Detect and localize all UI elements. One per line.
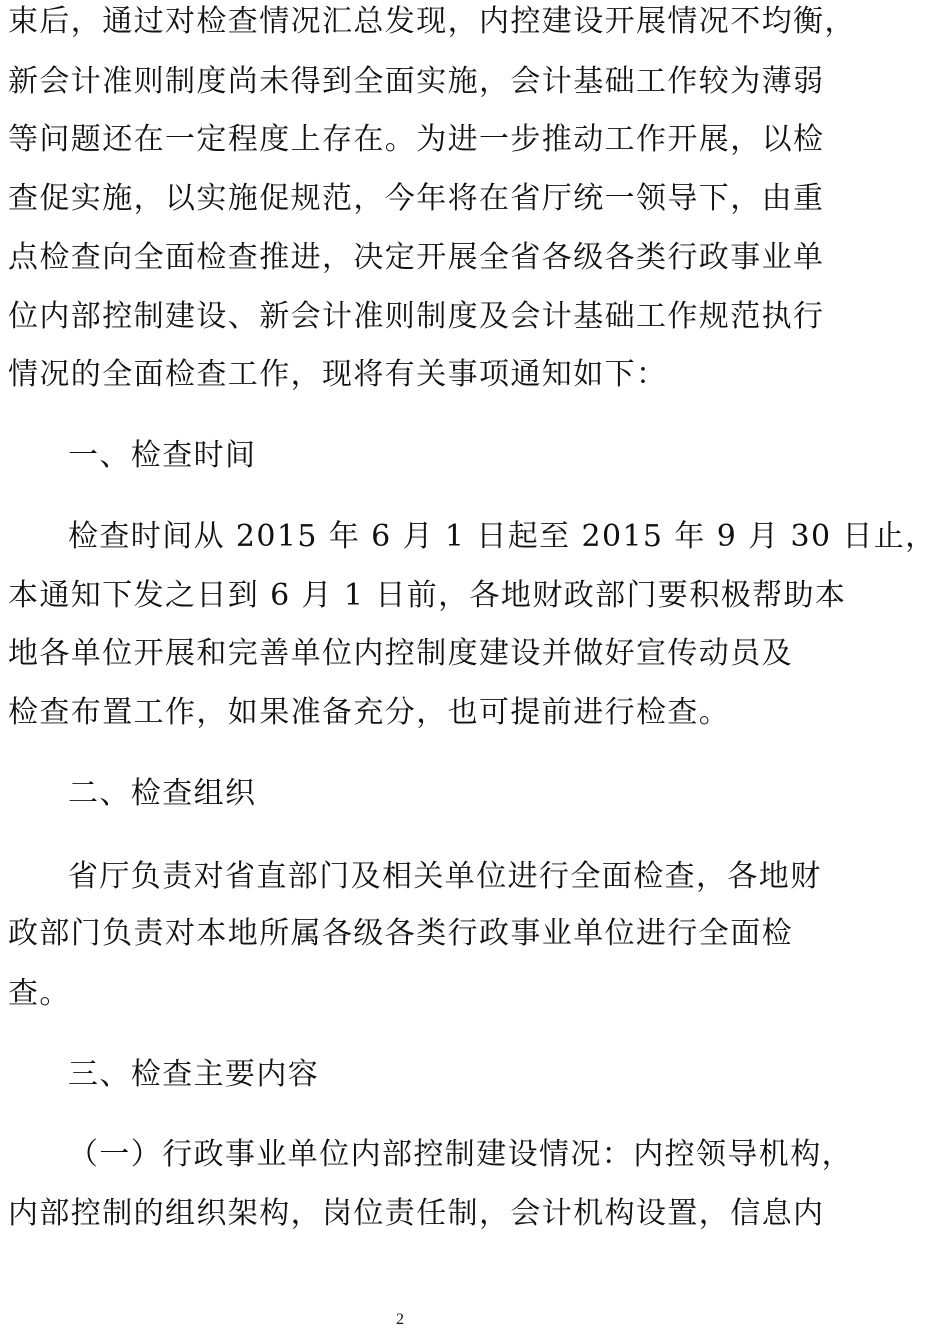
paragraph-line: （一）行政事业单位内部控制建设情况：内控领导机构， [68,1137,853,1172]
paragraph-line: 位内部控制建设、新会计准则制度及会计基础工作规范执行 [8,299,825,334]
section-heading-content: 三、检查主要内容 [68,1057,320,1092]
paragraph-line: 本通知下发之日到 6 月 1 日前，各地财政部门要积极帮助本 [8,578,847,613]
paragraph-line: 等问题还在一定程度上存在。为进一步推动工作开展，以检 [8,122,825,157]
paragraph-line: 查促实施，以实施促规范，今年将在省厅统一领导下，由重 [8,181,825,216]
paragraph-line: 查。 [8,976,71,1011]
paragraph-line: 情况的全面检查工作，现将有关事项通知如下： [8,357,668,392]
paragraph-line: 地各单位开展和完善单位内控制度建设并做好宣传动员及 [8,636,793,671]
paragraph-line: 内部控制的组织架构，岗位责任制，会计机构设置，信息内 [8,1196,825,1231]
paragraph-line: 束后，通过对检查情况汇总发现，内控建设开展情况不均衡， [8,4,856,39]
paragraph-line: 检查布置工作，如果准备充分，也可提前进行检查。 [8,695,731,730]
section-heading-time: 一、检查时间 [68,438,257,473]
paragraph-line: 点检查向全面检查推进，决定开展全省各级各类行政事业单 [8,240,825,275]
section-heading-organization: 二、检查组织 [68,776,257,811]
paragraph-line: 政部门负责对本地所属各级各类行政事业单位进行全面检 [8,916,793,951]
paragraph-line: 检查时间从 2015 年 6 月 1 日起至 2015 年 9 月 30 日止， [68,519,937,554]
paragraph-line: 省厅负责对省直部门及相关单位进行全面检查，各地财 [68,859,822,894]
paragraph-line: 新会计准则制度尚未得到全面实施，会计基础工作较为薄弱 [8,64,825,99]
page-number: 2 [396,1311,404,1328]
